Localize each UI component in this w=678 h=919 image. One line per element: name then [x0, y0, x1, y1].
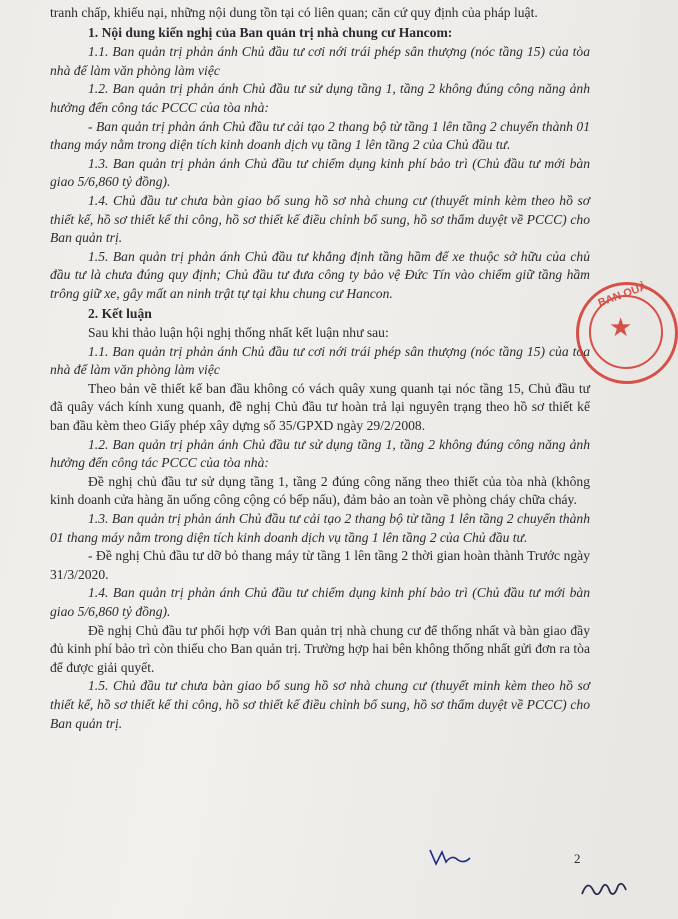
page-number: 2 [574, 851, 581, 866]
conclusion-question: 1.5. Chủ đầu tư chưa bàn giao bổ sung hồ sơ nhà chung cư (thuyết minh kèm theo hồ sơ thiết kế, hồ sơ thiết kế thi công, hồ sơ thiết kế điều chỉnh bổ sung, hồ sơ thẩm duyệt về PCCC) cho Ban quản trị. [50, 678, 590, 731]
seal-text: BAN QUẢ [596, 280, 649, 310]
section1-item: 1.1. Ban quản trị phản ánh Chủ đầu tư cơi nới trái phép sân thượng (nóc tầng 15) của tòa nhà để làm văn phòng làm việc [50, 44, 590, 78]
section1-heading: 1. Nội dung kiến nghị của Ban quản trị nhà chung cư Hancom: [88, 24, 453, 40]
intro-text: tranh chấp, khiếu nại, những nội dung tồn tại có liên quan; căn cứ quy định của pháp luật. [50, 5, 538, 20]
conclusion-question: 1.2. Ban quản trị phản ánh Chủ đầu tư sử dụng tầng 1, tầng 2 không đúng công năng ảnh hưởng đến công tác PCCC của tòa nhà: [50, 436, 590, 471]
conclusion-question: 1.3. Ban quản trị phản ánh Chủ đầu tư cải tạo 2 thang bộ từ tầng 1 lên tầng 2 chuyển thành 01 thang máy nằm trong diện tích kinh doanh dịch vụ tầng 1 lên tầng 2 của Chủ đầu tư. [50, 511, 590, 545]
conclusion-answer: Theo bản vẽ thiết kế ban đầu không có vách quây xung quanh tại nóc tầng 15, Chủ đầu tư đã quây vách kính xung quanh, đề nghị Chủ đầu tư hoàn trả lại nguyên trạng theo hồ sơ thiết kế ban đầu kèm theo Giấy phép xây dựng số 35/GPXD ngày 29/2/2008. [50, 380, 590, 434]
conclusion-answer: Đề nghị Chủ đầu tư phối hợp với Ban quản trị nhà chung cư để thống nhất và bàn giao đầy đủ kinh phí bảo trì còn thiếu cho Ban quản trị. Trường hợp hai bên không thống nhất gửi đơn ra tòa để được giải quyết. [50, 622, 590, 675]
initials-signature-icon [428, 846, 472, 870]
section2-heading: 2. Kết luận [88, 305, 152, 321]
section1-item: - Ban quản trị phản ánh Chủ đầu tư cải tạo 2 thang bộ từ tầng 1 lên tầng 2 chuyển thành 01 thang máy nằm trong diện tích kinh doanh dịch vụ tầng 1 lên tầng 2 của Chủ đầu tư. [50, 118, 590, 153]
conclusion-answer: - Đề nghị Chủ đầu tư dỡ bỏ thang máy từ tầng 1 lên tầng 2 thời gian hoàn thành Trước ngày 31/3/2020. [50, 548, 590, 582]
seal-star-icon: ★ [609, 313, 633, 342]
section1-item: 1.3. Ban quản trị phản ánh Chủ đầu tư chiếm dụng kinh phí bảo trì (Chủ đầu tư mới bàn giao 5/6,860 tỷ đồng). [50, 155, 590, 190]
handwritten-signature-icon [578, 874, 630, 902]
document-body [50, 4, 590, 733]
conclusion-question: 1.1. Ban quản trị phản ánh Chủ đầu tư cơi nới trái phép sân thượng (nóc tầng 15) của tòa nhà để làm văn phòng làm việc [50, 343, 590, 378]
official-seal [576, 282, 678, 384]
section2-lead: Sau khi thảo luận hội nghị thống nhất kết luận như sau: [88, 325, 389, 341]
section1-item: 1.5. Ban quản trị phản ánh Chủ đầu tư khẳng định tầng hầm để xe thuộc sở hữu của chủ đầu tư là chưa đúng quy định; Chủ đầu tư đưa công ty bảo vệ Đức Tín vào chiếm giữ tầng hầm trông giữ xe, gây mất an ninh trật tự tại khu chung cư Hancon. [50, 248, 590, 301]
section1-item: 1.2. Ban quản trị phản ánh Chủ đầu tư sử dụng tầng 1, tầng 2 không đúng công năng ảnh hưởng đến công tác PCCC của tòa nhà: [50, 81, 590, 115]
section1-item: 1.4. Chủ đầu tư chưa bàn giao bổ sung hồ sơ nhà chung cư (thuyết minh kèm theo hồ sơ thiết kế, hồ sơ thiết kế thi công, hồ sơ thiết kế điều chỉnh bổ sung, hồ sơ thẩm duyệt về PCCC) cho Ban quản trị. [50, 192, 590, 246]
conclusion-question: 1.4. Ban quản trị phản ánh Chủ đầu tư chiếm dụng kinh phí bảo trì (Chủ đầu tư mới bàn giao 5/6,860 tỷ đồng). [50, 585, 590, 619]
conclusion-answer: Đề nghị chủ đầu tư sử dụng tầng 1, tầng 2 đúng công năng theo thiết của tòa nhà (không kinh doanh cửa hàng ăn uống công cộng có bếp nấu), đảm bảo an toàn về phòng cháy chữa cháy. [50, 473, 590, 508]
